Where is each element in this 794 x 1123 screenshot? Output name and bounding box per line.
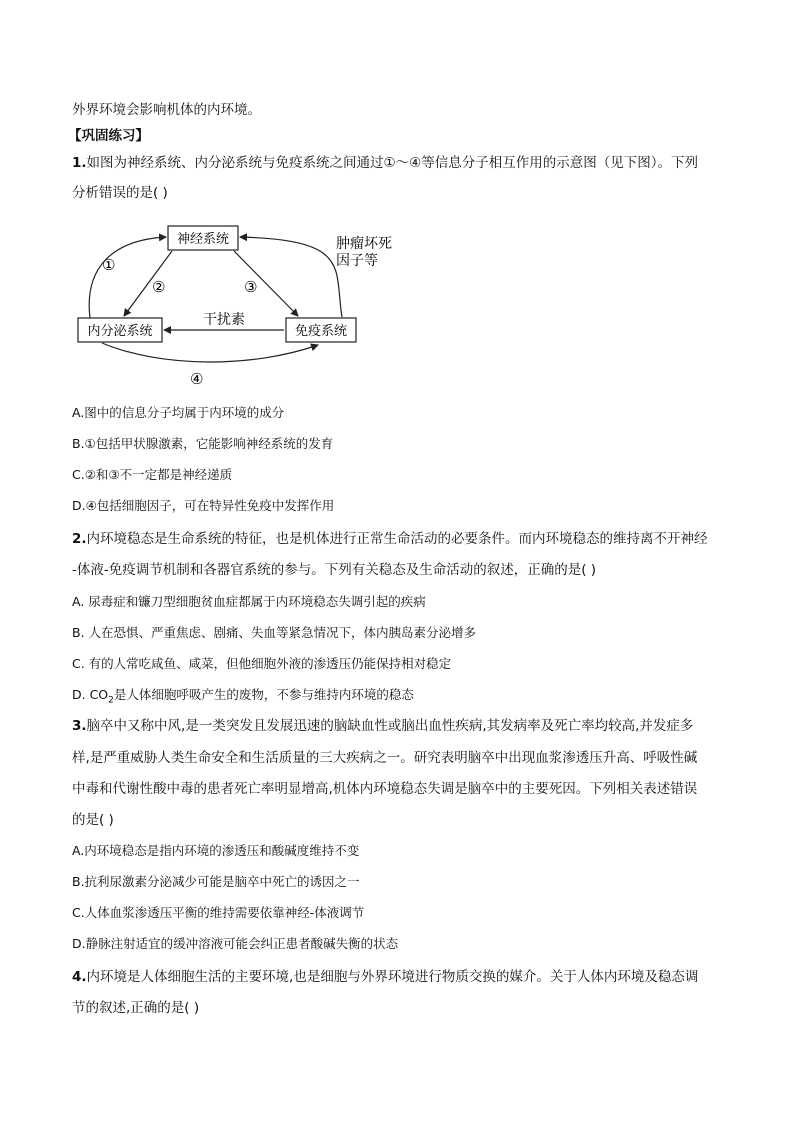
endocrine-system-label: 内分泌系统: [87, 324, 153, 339]
q3-option-b: B.抗利尿激素分泌减少可能是脑卒中死亡的诱因之一: [72, 874, 360, 889]
q3-line1: [72, 716, 693, 736]
q1-option-c: C.②和③不一定都是神经递质: [72, 467, 233, 482]
q1-line2: 分析错误的是( ): [72, 185, 168, 201]
q3-line3: 中毒和代谢性酸中毒的患者死亡率明显增高,机体内环境稳态失调是脑卒中的主要死因。下列相关表述错误: [72, 781, 698, 797]
q4-line1: [72, 967, 698, 987]
q2-option-b: B. 人在恐惧、严重焦虑、剧痛、失血等紧急情况下，体内胰岛素分泌增多: [72, 625, 477, 640]
label-tnf-line1: 肿瘤坏死: [336, 236, 392, 252]
q3-line2: 样,是严重威胁人类生命安全和生活质量的三大疾病之一。研究表明脑卒中出现血浆渗透压升高、呼吸性碱: [72, 750, 698, 766]
q4-number: 4.: [72, 969, 87, 985]
q2-option-d-prefix: D. CO: [72, 687, 109, 702]
q3-text-1: 脑卒中又称中风,是一类突发且发展迅速的脑缺血性或脑出血性疾病,其发病率及死亡率均较高,并发症多: [86, 718, 694, 734]
q3-number: 3.: [72, 718, 87, 734]
q1-option-d: D.④包括细胞因子，可在特异性免疫中发挥作用: [72, 498, 335, 513]
q2-number: 2.: [72, 531, 87, 547]
q2-option-a: A. 尿毒症和镰刀型细胞贫血症都属于内环境稳态失调引起的疾病: [72, 594, 426, 609]
label-interferon: 干扰素: [203, 312, 245, 328]
q2-option-d-subscript: 2: [108, 695, 114, 706]
q3-line4: 的是( ): [72, 812, 114, 828]
immune-system-label: 免疫系统: [294, 324, 348, 339]
q1-option-a: A.图中的信息分子均属于内环境的成分: [72, 405, 285, 420]
label-4: ④: [190, 370, 204, 388]
q2-option-d-text: 是人体细胞呼吸产生的废物，不参与维持内环境的稳态: [113, 687, 414, 702]
nervous-system-label: 神经系统: [176, 232, 230, 247]
q1-number: 1.: [72, 155, 87, 171]
q3-option-d: D.静脉注射适宜的缓冲溶液可能会纠正患者酸碱失衡的状态: [72, 936, 399, 951]
arrow-tnf: [240, 237, 342, 317]
q2-text-1: 内环境稳态是生命系统的特征，也是机体进行正常生命活动的必要条件。而内环境稳态的维持离不开神经: [86, 531, 708, 547]
q1-text-1: 如图为神经系统、内分泌系统与免疫系统之间通过①～④等信息分子相互作用的示意图（见下图）。下列: [86, 155, 698, 171]
label-3: ③: [244, 278, 258, 296]
q4-line2: 节的叙述,正确的是( ): [72, 1000, 200, 1016]
q3-option-c: C.人体血浆渗透压平衡的维持需要依靠神经-体液调节: [72, 905, 365, 920]
label-2: ②: [152, 278, 166, 296]
section-heading: 【巩固练习】: [68, 128, 149, 144]
q2-option-d: [72, 685, 414, 705]
label-1: ①: [102, 256, 116, 274]
q1-option-b: B.①包括甲状腺激素，它能影响神经系统的发育: [72, 436, 334, 451]
q3-option-a: A.内环境稳态是指内环境的渗透压和酸碱度维持不变: [72, 843, 360, 858]
label-tnf-line2: 因子等: [336, 253, 378, 269]
q2-option-c: C. 有的人常吃咸鱼、咸菜，但他细胞外液的渗透压仍能保持相对稳定: [72, 656, 452, 671]
q4-text-1: 内环境是人体细胞生活的主要环境,也是细胞与外界环境进行物质交换的媒介。关于人体内环境及稳态调: [86, 969, 699, 985]
q2-line1: [72, 529, 708, 549]
q1-line1: [72, 153, 698, 173]
intro-line: 外界环境会影响机体的内环境。: [72, 102, 261, 118]
q1-diagram: [72, 218, 412, 390]
q2-line2: -体液-免疫调节机制和各器官系统的参与。下列有关稳态及生命活动的叙述，正确的是( ): [72, 562, 597, 578]
arrow-4: [102, 343, 318, 362]
